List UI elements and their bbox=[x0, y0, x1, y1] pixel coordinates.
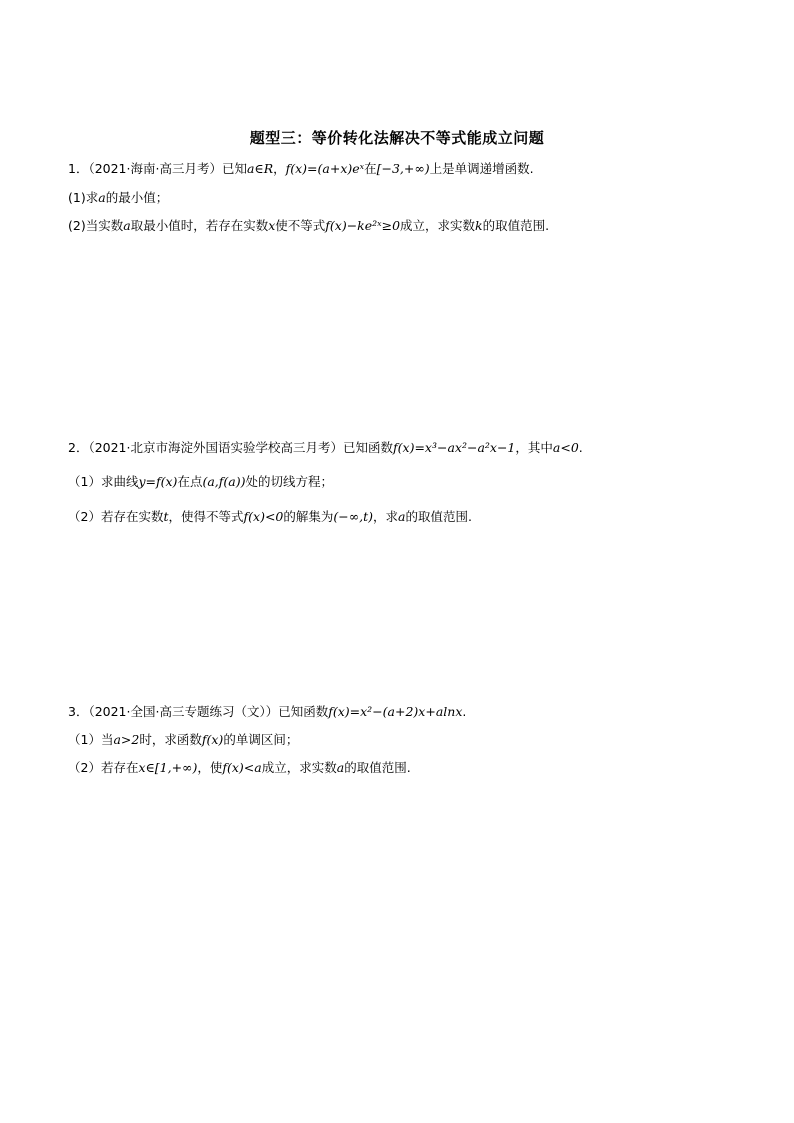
part-text: 的最小值； bbox=[105, 190, 169, 205]
math-expression: a bbox=[398, 509, 406, 524]
part-text: 当实数 bbox=[85, 218, 124, 233]
part-text: 处的切线方程； bbox=[245, 474, 333, 489]
question-3-stem bbox=[68, 703, 466, 721]
question-source: （2021·北京市海淀外国语实验学校高三月考） bbox=[88, 440, 343, 455]
page-title: 题型三：等价转化法解决不等式能成立问题 bbox=[249, 129, 545, 147]
math-expression: a∈R bbox=[246, 161, 274, 176]
question-1-part-1 bbox=[68, 189, 168, 207]
part-text: ，求 bbox=[373, 509, 399, 524]
question-2-part-1 bbox=[68, 473, 333, 491]
part-label: （1） bbox=[68, 474, 101, 489]
math-expression: f(x)<0 bbox=[243, 509, 284, 524]
part-text: 求 bbox=[85, 190, 99, 205]
part-label: （1） bbox=[68, 732, 101, 747]
part-text: 成立，求实数 bbox=[400, 218, 476, 233]
question-number: 1． bbox=[68, 161, 89, 176]
stem-text: 上是单调递增函数. bbox=[429, 161, 534, 176]
math-expression: a bbox=[336, 760, 345, 775]
part-text: 在点 bbox=[177, 474, 203, 489]
part-text: 成立，求实数 bbox=[261, 760, 337, 775]
math-expression: f(x)=x²−(a+2)x+alnx bbox=[328, 704, 463, 719]
question-source: （2021·海南·高三月考） bbox=[88, 161, 222, 176]
stem-text: 已知函数 bbox=[343, 440, 394, 455]
part-text: 求曲线 bbox=[100, 474, 139, 489]
math-expression: f(x)−ke²ˣ≥0 bbox=[325, 218, 401, 233]
math-expression: a<0 bbox=[552, 440, 579, 455]
part-label: （2） bbox=[68, 760, 101, 775]
part-text: 当 bbox=[100, 732, 114, 747]
math-expression: t bbox=[163, 509, 169, 524]
question-3-part-2 bbox=[68, 759, 411, 777]
math-expression: f(x)=(a+x)eˣ bbox=[285, 161, 365, 176]
part-text: 的取值范围. bbox=[482, 218, 550, 233]
part-text: 的单调区间； bbox=[223, 732, 299, 747]
part-text: 的解集为 bbox=[283, 509, 334, 524]
question-number: 2． bbox=[68, 440, 89, 455]
math-expression: x bbox=[268, 218, 276, 233]
question-1-stem bbox=[68, 160, 534, 178]
question-1-part-2 bbox=[68, 217, 549, 235]
part-label: (1) bbox=[68, 190, 86, 205]
math-expression: x∈[1,+∞) bbox=[138, 760, 198, 775]
math-expression: f(x) bbox=[201, 732, 224, 747]
math-expression: [−3,+∞) bbox=[376, 161, 430, 176]
question-3-part-1 bbox=[68, 731, 298, 749]
part-text: ，使得不等式 bbox=[168, 509, 244, 524]
question-number: 3． bbox=[68, 704, 89, 719]
math-expression: k bbox=[475, 218, 483, 233]
stem-text: . bbox=[462, 704, 467, 719]
math-expression: f(x)=x³−ax²−a²x−1 bbox=[393, 440, 516, 455]
stem-text: 已知 bbox=[221, 161, 247, 176]
math-expression: y=f(x) bbox=[138, 474, 178, 489]
math-expression: a bbox=[98, 190, 106, 205]
part-text: 若存在实数 bbox=[100, 509, 164, 524]
part-label: （2） bbox=[68, 509, 101, 524]
stem-text: ，其中 bbox=[515, 440, 553, 455]
math-expression: a bbox=[123, 218, 131, 233]
part-text: 的取值范围. bbox=[344, 760, 411, 775]
part-text: 使不等式 bbox=[275, 218, 326, 233]
part-text: 时，求函数 bbox=[139, 732, 202, 747]
math-expression: (−∞,t) bbox=[333, 509, 374, 524]
stem-text: 在 bbox=[364, 161, 377, 176]
stem-text: 已知函数 bbox=[278, 704, 329, 719]
question-source: （2021·全国·高三专题练习（文）） bbox=[88, 704, 279, 719]
part-label: (2) bbox=[68, 218, 86, 233]
question-2-part-2 bbox=[68, 508, 472, 526]
part-text: ，使 bbox=[197, 760, 223, 775]
question-2-stem bbox=[68, 439, 583, 457]
part-text: 若存在 bbox=[100, 760, 139, 775]
math-expression: (a,f(a)) bbox=[202, 474, 246, 489]
stem-text: . bbox=[578, 440, 583, 455]
part-text: 的取值范围. bbox=[405, 509, 472, 524]
math-expression: a>2 bbox=[113, 732, 140, 747]
stem-text: ， bbox=[273, 161, 286, 176]
math-expression: f(x)<a bbox=[222, 760, 262, 775]
part-text: 取最小值时，若存在实数 bbox=[130, 218, 269, 233]
